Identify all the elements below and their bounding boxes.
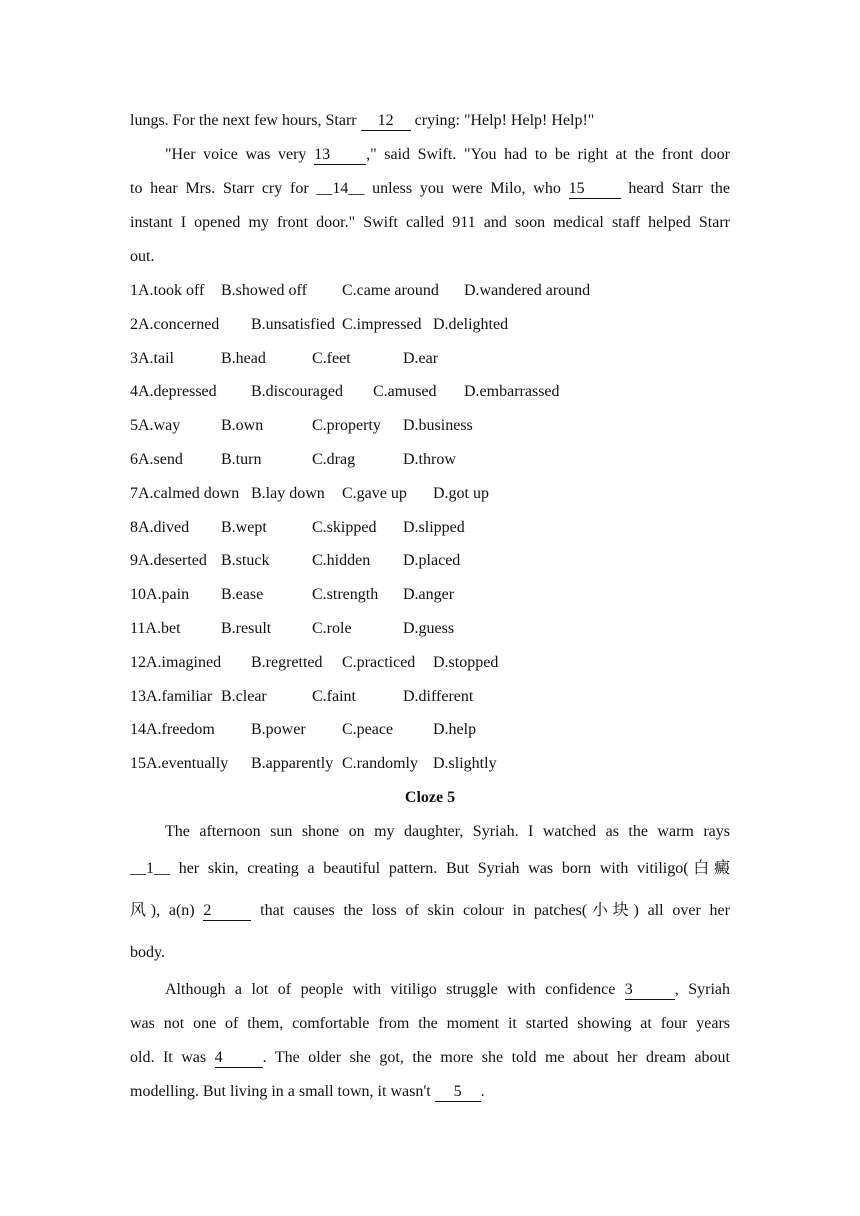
text-segment: Although a lot of people with vitiligo struggle with confidence bbox=[165, 980, 625, 998]
option-choice[interactable]: 6A.send bbox=[130, 450, 183, 468]
option-choice[interactable]: B.clear bbox=[221, 687, 267, 705]
option-row bbox=[130, 544, 730, 578]
passage-line bbox=[130, 973, 730, 1007]
option-choice[interactable]: C.randomly bbox=[342, 755, 418, 773]
blank-15[interactable]: 15 bbox=[569, 180, 621, 199]
option-row bbox=[130, 646, 730, 680]
option-choice[interactable]: D.different bbox=[403, 687, 474, 705]
text-segment: . The older she got, the more she told me about her dream about bbox=[262, 1048, 731, 1066]
option-choice[interactable]: D.business bbox=[403, 417, 473, 435]
option-choice[interactable]: 1A.took off bbox=[130, 282, 205, 299]
option-choice[interactable]: 5A.way bbox=[130, 417, 181, 435]
passage-line: was not one of them, comfortable from the moment it started showing at four years bbox=[130, 1014, 730, 1032]
text-segment: "Her voice was very bbox=[165, 146, 315, 163]
option-choice[interactable]: B.discouraged bbox=[251, 383, 343, 401]
option-choice[interactable]: C.drag bbox=[312, 450, 356, 468]
text-segment: ," said Swift. "You had to be right at the front door bbox=[366, 146, 730, 163]
option-choice[interactable]: B.power bbox=[251, 721, 306, 739]
option-choice[interactable]: C.practiced bbox=[342, 653, 416, 671]
option-row bbox=[130, 680, 730, 714]
option-choice[interactable]: D.anger bbox=[403, 586, 455, 604]
option-choice[interactable]: 4A.depressed bbox=[130, 383, 217, 401]
option-choice[interactable]: C.skipped bbox=[312, 518, 377, 536]
option-choice[interactable]: B.apparently bbox=[251, 755, 334, 773]
option-choice[interactable]: C.feet bbox=[312, 349, 351, 367]
passage-line bbox=[130, 1075, 730, 1109]
options-list bbox=[130, 274, 730, 781]
option-choice[interactable]: 2A.concerned bbox=[130, 315, 220, 333]
option-choice[interactable]: C.hidden bbox=[312, 552, 371, 570]
option-choice[interactable]: B.head bbox=[221, 349, 266, 367]
option-choice[interactable]: D.slipped bbox=[403, 518, 465, 536]
option-choice[interactable]: 12A.imagined bbox=[130, 653, 222, 671]
option-choice[interactable]: B.unsatisfied bbox=[251, 315, 335, 333]
text-segment: modelling. But living in a small town, it wasn't bbox=[130, 1082, 435, 1100]
option-choice[interactable]: 15A.eventually bbox=[130, 755, 229, 773]
option-choice[interactable]: B.own bbox=[221, 417, 264, 435]
option-choice[interactable]: C.strength bbox=[312, 586, 379, 604]
option-choice[interactable]: 10A.pain bbox=[130, 586, 190, 604]
option-choice[interactable]: 13A.familiar bbox=[130, 687, 213, 705]
blank-2[interactable]: 2 bbox=[203, 902, 251, 921]
text-segment: crying: "Help! Help! Help!" bbox=[410, 112, 595, 129]
option-choice[interactable]: C.property bbox=[312, 417, 381, 435]
option-choice[interactable]: C.gave up bbox=[342, 484, 407, 502]
option-choice[interactable]: D.placed bbox=[403, 552, 461, 570]
option-choice[interactable]: C.came around bbox=[342, 282, 439, 299]
passage-line bbox=[130, 1041, 730, 1075]
option-row bbox=[130, 308, 730, 342]
option-choice[interactable]: C.amused bbox=[373, 383, 437, 401]
blank-12[interactable]: 12 bbox=[361, 112, 411, 131]
passage-line bbox=[130, 849, 730, 889]
blank-3[interactable]: 3 bbox=[625, 981, 675, 1000]
blank-1[interactable]: __1__ bbox=[130, 859, 170, 877]
option-choice[interactable]: D.got up bbox=[433, 484, 489, 502]
text-segment: to hear Mrs. Starr cry for bbox=[130, 180, 317, 197]
option-choice[interactable]: D.wandered around bbox=[464, 282, 591, 299]
option-choice[interactable]: D.guess bbox=[403, 619, 455, 637]
option-row bbox=[130, 747, 730, 781]
option-row bbox=[130, 477, 730, 511]
option-row bbox=[130, 578, 730, 612]
option-row bbox=[130, 443, 730, 477]
option-choice[interactable]: B.lay down bbox=[251, 484, 325, 502]
passage-line: The afternoon sun shone on my daughter, Syriah. I watched as the warm rays bbox=[165, 822, 730, 840]
option-choice[interactable]: 11A.bet bbox=[130, 619, 181, 637]
passage-line bbox=[130, 138, 730, 172]
text-segment: old. It was bbox=[130, 1048, 215, 1066]
blank-13[interactable]: 13 bbox=[314, 146, 366, 165]
passage-line: body. bbox=[130, 943, 165, 961]
option-choice[interactable]: C.impressed bbox=[342, 315, 422, 333]
passage-line: instant I opened my front door." Swift called 911 and soon medical staff helped Starr bbox=[130, 214, 730, 231]
text-segment: . bbox=[480, 1082, 485, 1100]
blank-5[interactable]: 5 bbox=[435, 1083, 481, 1102]
option-choice[interactable]: B.turn bbox=[221, 450, 262, 468]
option-choice[interactable]: B.stuck bbox=[221, 552, 270, 570]
text-segment: lungs. For the next few hours, Starr bbox=[130, 112, 361, 129]
text-segment: , Syriah bbox=[674, 980, 730, 998]
option-choice[interactable]: C.peace bbox=[342, 721, 394, 739]
option-choice[interactable]: 9A.deserted bbox=[130, 552, 207, 570]
option-choice[interactable]: D.slightly bbox=[433, 755, 497, 773]
passage-line bbox=[130, 104, 730, 138]
option-choice[interactable]: D.delighted bbox=[433, 315, 509, 333]
option-choice[interactable]: D.help bbox=[433, 721, 477, 739]
option-choice[interactable]: B.ease bbox=[221, 586, 264, 604]
document-page bbox=[130, 104, 730, 1109]
option-choice[interactable]: B.wept bbox=[221, 518, 267, 536]
text-segment: heard Starr the bbox=[620, 180, 730, 197]
text-segment: unless you were Milo, who bbox=[364, 180, 569, 197]
text-segment: 风), a(n) bbox=[130, 901, 204, 919]
option-choice[interactable]: D.embarrassed bbox=[464, 383, 560, 401]
option-choice[interactable]: D.stopped bbox=[433, 653, 499, 671]
section-title: Cloze 5 bbox=[404, 788, 456, 806]
passage-line: out. bbox=[130, 248, 155, 265]
passage-line bbox=[130, 172, 730, 206]
option-choice[interactable]: 8A.dived bbox=[130, 518, 190, 536]
option-choice[interactable]: D.ear bbox=[403, 349, 439, 367]
passage-line bbox=[130, 889, 730, 933]
option-row bbox=[130, 409, 730, 443]
text-segment: her skin, creating a beautiful pattern. But Syriah was born with vitiligo(白癜 bbox=[170, 859, 730, 877]
option-choice[interactable]: 14A.freedom bbox=[130, 721, 215, 739]
option-choice[interactable]: 7A.calmed down bbox=[130, 484, 240, 502]
blank-14[interactable]: __14__ bbox=[316, 180, 365, 197]
option-choice[interactable]: C.faint bbox=[312, 687, 356, 705]
text-segment: that causes the loss of skin colour in patches(小块) all over her bbox=[251, 901, 730, 919]
option-choice[interactable]: C.role bbox=[312, 619, 352, 637]
option-row bbox=[130, 612, 730, 646]
option-choice[interactable]: B.showed off bbox=[221, 282, 307, 299]
option-choice[interactable]: 3A.tail bbox=[130, 349, 174, 367]
option-choice[interactable]: D.throw bbox=[403, 450, 456, 468]
option-choice[interactable]: B.regretted bbox=[251, 653, 323, 671]
option-choice[interactable]: B.result bbox=[221, 619, 272, 637]
option-row bbox=[130, 713, 730, 747]
option-row bbox=[130, 375, 730, 409]
option-row bbox=[130, 342, 730, 376]
option-row bbox=[130, 274, 730, 308]
blank-4[interactable]: 4 bbox=[215, 1049, 263, 1068]
option-row bbox=[130, 511, 730, 545]
